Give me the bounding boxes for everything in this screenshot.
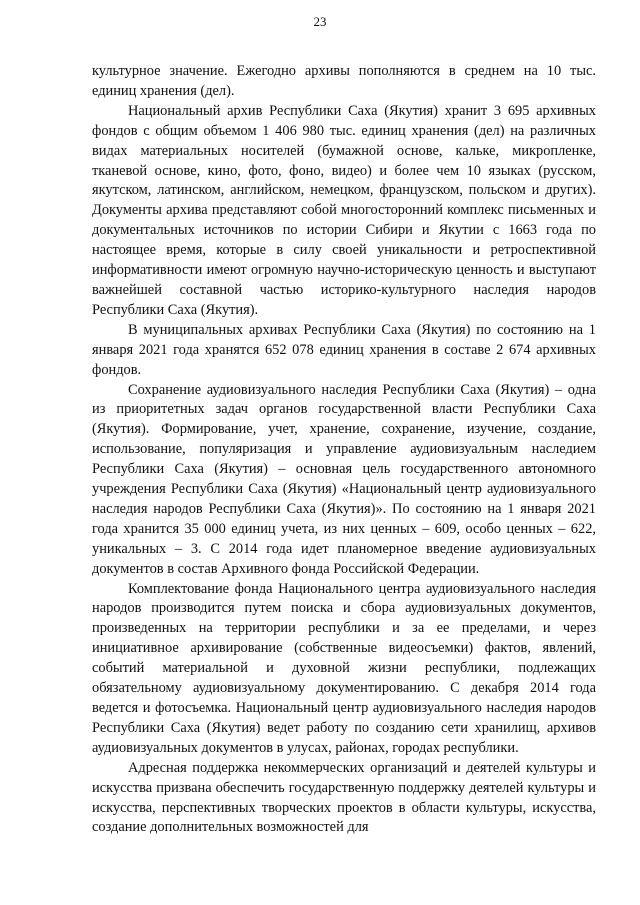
paragraph-continuation: культурное значение. Ежегодно архивы пополняются в среднем на 10 тыс. единиц хранения (дел). (92, 63, 596, 99)
paragraph-audiovisual-heritage: Сохранение аудиовизуального наследия Республики Саха (Якутия) – одна из приоритетных задач органов государственной власти Республики Саха (Якутия). Формирование, учет, хранение, сохранение, изучение, создание, использование, популяризация и управление аудиовизуальным наследием Республики Саха (Якутия) – основная цель государственного автономного учреждения Республики Саха (Якутия) «Национальный центр аудиовизуального наследия народов Республики Саха (Якутия)». По состоянию на 1 января 2021 года хранится 35 000 единиц учета, из них ценных – 609, особо ценных – 622, уникальных – 3. С 2014 года идет планомерное введение аудиовизуальных документов в состав Архивного фонда Российской Федерации. (92, 381, 596, 577)
page-number: 23 (313, 14, 327, 29)
paragraph-municipal-archives: В муниципальных архивах Республики Саха (Якутия) по состоянию на 1 января 2021 года хранятся 652 078 единиц хранения в составе 2 674 архивных фондов. (92, 321, 596, 378)
paragraph-national-archive: Национальный архив Республики Саха (Якутия) хранит 3 695 архивных фондов с общим объемом 1 406 980 тыс. единиц хранения (дел) на различных видах материальных носителей (бумажной основе, кальке, микропленке, тканевой основе, кино, фото, фоно, видео) и более чем 10 языках (русском, якутском, латинском, английском, немецком, французском, польском и других). Документы архива представляют собой многосторонний комплекс письменных и документальных источников по истории Сибири и Якутии с 1663 года по настоящее время, которые в силу своей уникальности и ретроспективной информативности имеют огромную научно-историческую ценность и выступают важнейшей составной частью историко-культурного наследия народов Республики Саха (Якутия). (92, 102, 596, 318)
paragraph-fund-acquisition: Комплектование фонда Национального центра аудиовизуального наследия народов производится путем поиска и сбора аудиовизуальных документов, произведенных на территории республики и за ее пределами, и через инициативное архивирование (собственные видеосъемки) фактов, явлений, событий материальной и духовной жизни республики, подлежащих обязательному аудиовизуальному документированию. С декабря 2014 года ведется и фотосъемка. Национальный центр аудиовизуального наследия народов Республики Саха (Якутия) ведет работу по созданию сети хранилищ, архивов аудиовизуальных документов в улусах, районах, городах республики. (92, 580, 596, 756)
body-text (92, 62, 596, 838)
paragraph-targeted-support: Адресная поддержка некоммерческих организаций и деятелей культуры и искусства призвана обеспечить государственную поддержку деятелей культуры и искусства, перспективных творческих проектов в области культуры, искусства, создание дополнительных возможностей для (92, 759, 596, 836)
